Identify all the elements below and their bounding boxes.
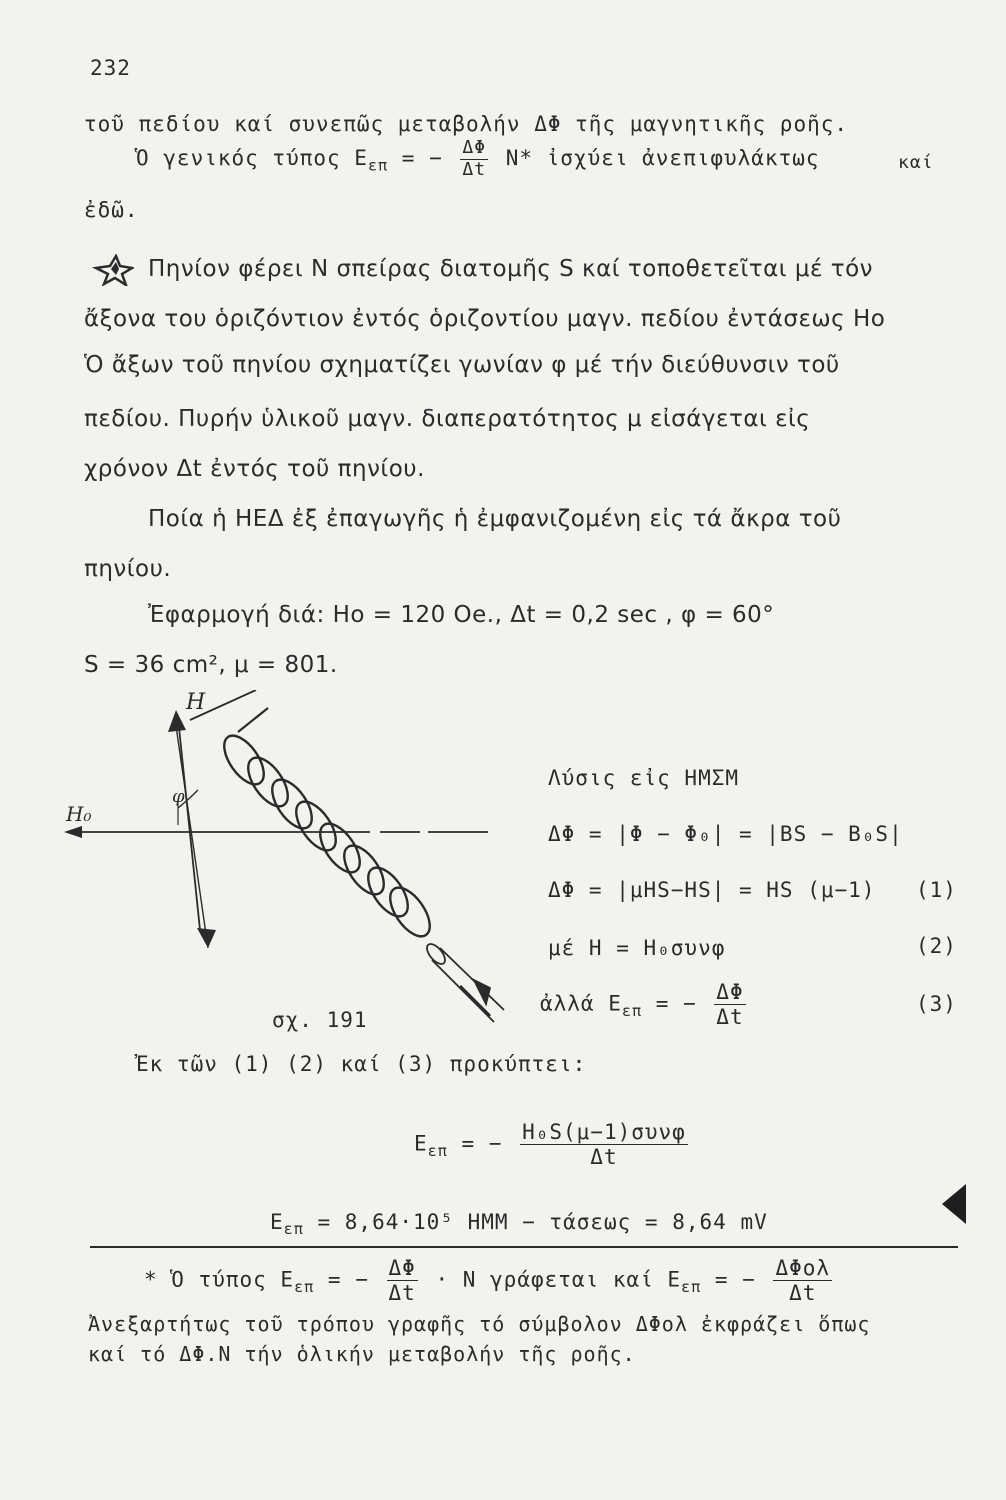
axis-arrowhead-up xyxy=(168,710,186,732)
fraction: $\frac{\text{ΔΦολ}}{\Delta t}$ xyxy=(775,1256,831,1306)
axis-arrowhead-down xyxy=(197,928,216,948)
coil-figure xyxy=(60,690,540,1050)
footnote-line: καί τό ΔΦ.Ν τήν ὁλικήν μεταβολήν τῆς ροῆς. xyxy=(88,1342,636,1366)
footnote-line: Ἀνεξαρτήτως τοῦ τρόπου γραφῆς τό σύμβολον ΔΦολ ἐκφράζει ὅπως xyxy=(88,1312,871,1336)
equation-tag: (1) xyxy=(916,878,957,902)
fraction: $\frac{\Delta\Phi}{\Delta t}$ xyxy=(388,1256,416,1306)
text-line: τοῦ πεδίου καί συνεπῶς μεταβολήν ΔΦ τῆς μαγνητικῆς ροῆς. xyxy=(84,112,849,136)
final-formula: $E_{\varepsilon\pi}$ = − $\frac{\text{H₀S(μ−1)συνφ}}{\Delta t}$ xyxy=(414,1120,686,1170)
equation: ΔΦ = |Φ − Φ₀| = |BS − B₀S| xyxy=(548,822,903,846)
text-line: πεδίου. Πυρήν ὑλικοῦ μαγν. διαπερατότητος μ εἰσάγεται εἰς xyxy=(84,406,811,432)
result-line: $E_{\varepsilon\pi} = 8,64\cdot 10^5$ ΗΜΜ − τάσεως = 8,64 mV xyxy=(270,1210,768,1239)
star-icon xyxy=(90,254,134,290)
formula-line: Ὁ γενικός τύπος $E_{\varepsilon\pi}$ = − $\frac{\Delta\Phi}{\Delta t}$ Ν* ἰσχύει ἀνεπιφυλάκτως xyxy=(136,137,820,180)
equation-tag: (2) xyxy=(916,934,957,958)
equation: ἀλλά $E_{\varepsilon\pi}$ = − $\frac{\Delta\Phi}{\Delta t}$ xyxy=(540,980,744,1030)
field-arrowhead xyxy=(64,826,82,838)
text-line-end: καί xyxy=(898,152,934,173)
coil-axis-2 xyxy=(176,726,208,948)
coil-loops xyxy=(216,729,437,943)
footnote-rule xyxy=(90,1246,958,1248)
label-phi: φ xyxy=(172,786,185,807)
core xyxy=(424,941,504,1022)
footnote-line: * Ὁ τύπος $E_{\varepsilon\pi}$ = − $\frac{\Delta\Phi}{\Delta t}$ · Ν γράφεται καί $E_{\varepsilon\pi}$ = − $\frac{\text{ΔΦολ}}{\Delta t}$ xyxy=(144,1256,831,1306)
label-h: H xyxy=(186,690,206,715)
question-line: πηνίου. xyxy=(84,556,172,582)
label-ho: H₀ xyxy=(66,802,92,826)
coil-axis xyxy=(178,718,200,930)
text-line: Πηνίον φέρει Ν σπείρας διατομῆς S καί τοποθετεῖται μέ τόν xyxy=(148,256,874,282)
question-line: Ποία ἡ ΗΕΔ ἐξ ἐπαγωγῆς ἡ ἐμφανιζομένη εἰς τά ἄκρα τοῦ xyxy=(148,506,842,532)
figure-caption: σχ. 191 xyxy=(272,1008,368,1032)
equation: μέ H = H₀συνφ xyxy=(548,936,726,960)
text-line: Ὁ ἄξων τοῦ πηνίου σχηματίζει γωνίαν φ μέ τήν διεύθυνσιν τοῦ xyxy=(84,352,840,378)
margin-marker-icon xyxy=(942,1184,966,1224)
fraction: $\frac{\Delta\Phi}{\Delta t}$ xyxy=(462,137,487,180)
solution-title: Λύσις εἰς ΗΜΣΜ xyxy=(548,766,740,790)
text-line: ἄξονα του ὁριζόντιον ἐντός ὁριζοντίου μαγν. πεδίου ἐντάσεως Ho xyxy=(84,306,886,332)
page-number: 232 xyxy=(90,56,131,80)
application-line: S = 36 cm², μ = 801. xyxy=(84,652,338,678)
text-line: ἐδῶ. xyxy=(84,198,139,222)
equation: ΔΦ = |μHS−HS| = HS (μ−1) xyxy=(548,878,876,902)
fraction: $\frac{\Delta\Phi}{\Delta t}$ xyxy=(716,980,744,1030)
text-line: χρόνον Δt ἐντός τοῦ πηνίου. xyxy=(84,456,425,482)
fraction: $\frac{\text{H₀S(μ−1)συνφ}}{\Delta t}$ xyxy=(522,1120,686,1170)
derivation-text: Ἐκ τῶν (1) (2) καί (3) προκύπτει: xyxy=(136,1052,587,1076)
application-line: Ἐφαρμογή διά: Ho = 120 Oe., Δt = 0,2 sec , φ = 60° xyxy=(148,602,775,628)
equation-tag: (3) xyxy=(916,992,957,1016)
